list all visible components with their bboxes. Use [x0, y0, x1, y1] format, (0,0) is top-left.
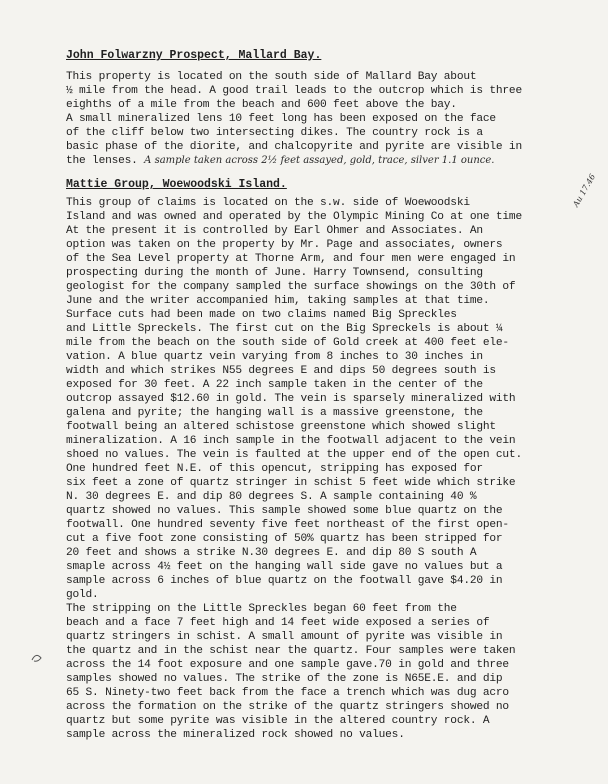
- section2-line: and Little Spreckels. The first cut on the Big Spreckels is about ¼: [66, 323, 503, 335]
- section1-last-line: [66, 154, 494, 168]
- section1-line: This property is located on the south side of Mallard Bay about: [66, 71, 477, 83]
- section2-line: Surface cuts had been made on two claims named Big Spreckles: [66, 309, 457, 321]
- section2-line: June and the writer accompanied him, taking samples at that time.: [66, 295, 490, 307]
- section2-line: galena and pyrite; the hanging wall is a massive greenstone, the: [66, 407, 483, 419]
- section1-heading: John Folwarzny Prospect, Mallard Bay.: [66, 49, 322, 62]
- section1-line: eighths of a mile from the beach and 600 feet above the bay.: [66, 99, 457, 111]
- section2-line: across the formation on the strike of the quartz stringers showed no: [66, 701, 509, 713]
- section2-line: This group of claims is located on the s.w. side of Woewoodski: [66, 197, 470, 209]
- section2-line: Island and was owned and operated by the Olympic Mining Co at one time: [66, 211, 522, 223]
- section1-line: ½ mile from the head. A good trail leads to the outcrop which is three: [66, 85, 522, 97]
- section2-heading: Mattie Group, Woewoodski Island.: [66, 178, 287, 191]
- section2-line: cut a five foot zone consisting of 50% quartz has been stripped for: [66, 533, 503, 545]
- section2-line: footwall being an altered schistose greenstone which showed slight: [66, 421, 496, 433]
- section2-line: beach and a face 7 feet high and 14 feet wide exposed a series of: [66, 617, 490, 629]
- section2-line: quartz showed no values. This sample showed some blue quartz on the: [66, 505, 503, 517]
- section1-line: A small mineralized lens 10 feet long has been exposed on the face: [66, 113, 496, 125]
- section2-line: gold.: [66, 589, 99, 601]
- section2-line: geologist for the company sampled the surface showings on the 30th of: [66, 281, 516, 293]
- section2-line: exposed for 30 feet. A 22 inch sample taken in the center of the: [66, 379, 483, 391]
- section2-line: The stripping on the Little Spreckles began 60 feet from the: [66, 603, 457, 615]
- section2-line: the quartz and in the schist near the quartz. Four samples were taken: [66, 645, 516, 657]
- section2-line: width and which strikes N55 degrees E and dips 50 degrees south is: [66, 365, 496, 377]
- section2-line: quartz stringers in schist. A small amount of pyrite was visible in: [66, 631, 503, 643]
- section2-line: 65 S. Ninety-two feet back from the face a trench which was dug acro: [66, 687, 509, 699]
- section2-line: outcrop assayed $12.60 in gold. The vein is sparsely mineralized with: [66, 393, 516, 405]
- section2-line: quartz but some pyrite was visible in the altered country rock. A: [66, 715, 490, 727]
- section2-line: One hundred feet N.E. of this opencut, stripping has exposed for: [66, 463, 483, 475]
- section2-line: across the 14 foot exposure and one sample gave.70 in gold and three: [66, 659, 509, 671]
- section2-line: sample across the mineralized rock showed no values.: [66, 729, 405, 741]
- section2-line: footwall. One hundred seventy five feet northeast of the first open-: [66, 519, 509, 531]
- section2-line: of the Sea Level property at Thorne Arm, and four men were engaged in: [66, 253, 516, 265]
- section2-line: smaple across 4½ feet on the hanging wall side gave no values but a: [66, 561, 503, 573]
- section2-line: mineralization. A 16 inch sample in the footwall adjacent to the vein: [66, 435, 516, 447]
- section2-line: vation. A blue quartz vein varying from 8 inches to 30 inches in: [66, 351, 483, 363]
- section2-line: sample across 6 inches of blue quartz on the footwall gave $4.20 in: [66, 575, 503, 587]
- section2-line: six feet a zone of quartz stringer in schist 5 feet wide which strike: [66, 477, 516, 489]
- section2-line: prospecting during the month of June. Harry Townsend, consulting: [66, 267, 483, 279]
- margin-assay-note: Au 17.46: [571, 172, 598, 209]
- section2-line: At the present it is controlled by Earl Ohmer and Associates. An: [66, 225, 483, 237]
- section2-line: mile from the beach on the south side of Gold creek at 400 feet ele-: [66, 337, 509, 349]
- pencil-mark-icon: [30, 650, 44, 664]
- section1-line: the lenses.: [66, 155, 138, 167]
- section2-line: 20 feet and shows a strike N.30 degrees E. and dip 80 S south A: [66, 547, 477, 559]
- handwritten-sample-note: A sample taken across 2½ feet assayed, gold, trace, silver 1.1 ounce.: [144, 155, 495, 166]
- section2-line: N. 30 degrees E. and dip 80 degrees S. A sample containing 40 %: [66, 491, 477, 503]
- section1-line: basic phase of the diorite, and chalcopyrite and pyrite are visible in: [66, 141, 522, 153]
- section2-line: shoed no values. The vein is faulted at the upper end of the open cut.: [66, 449, 522, 461]
- section2-line: samples showed no values. The strike of the zone is N65E.E. and dip: [66, 673, 503, 685]
- section1-line: of the cliff below two intersecting dikes. The country rock is a: [66, 127, 483, 139]
- section2-line: option was taken on the property by Mr. Page and associates, owners: [66, 239, 503, 251]
